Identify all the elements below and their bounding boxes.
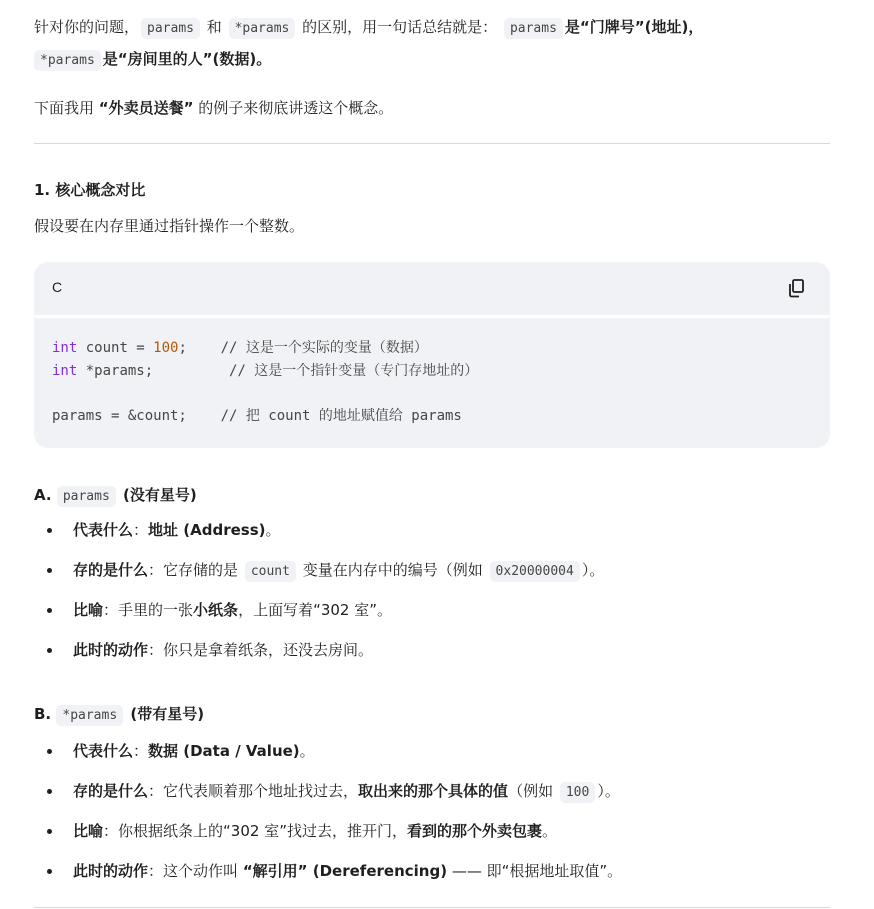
divider xyxy=(34,143,830,144)
section-a-heading: A. params (没有星号) xyxy=(34,484,197,505)
code-block-header xyxy=(34,262,830,318)
bold-text: 是“房间里的人”(数据)。 xyxy=(102,50,272,68)
inline-code: *params xyxy=(34,50,101,71)
inline-code: *params xyxy=(56,705,123,726)
list-item: 代表什么：数据 (Data / Value)。 xyxy=(34,741,830,781)
text: 的例子来彻底讲透这个概念。 xyxy=(193,99,394,117)
list-item: 存的是什么：它存储的是 count 变量在内存中的编号（例如 0x20000004 ）。 xyxy=(34,560,830,600)
code-line-3: params = &count; // 把 count 的地址赋值给 params xyxy=(52,407,462,424)
section-b-list xyxy=(34,741,830,901)
section-a-list xyxy=(34,520,830,680)
inline-code: params xyxy=(141,18,200,39)
intro-text: 针对你的问题， xyxy=(34,18,140,36)
list-item: 此时的动作：这个动作叫 “解引用” (Dereferencing) —— 即“根据地址取值”。 xyxy=(34,861,830,901)
inline-code: params xyxy=(57,486,116,507)
section-heading: 1. 核心概念对比 xyxy=(34,181,146,199)
bold-text: “外卖员送餐” xyxy=(98,99,194,117)
inline-code: count xyxy=(245,561,296,582)
intro-text: 和 xyxy=(206,18,222,36)
intro-text: 的区别，用一句话总结就是： xyxy=(302,18,498,36)
section-description: 假设要在内存里通过指针操作一个整数。 xyxy=(34,217,305,235)
code-content xyxy=(52,337,478,427)
section-b-heading: B. *params (带有星号) xyxy=(34,703,204,724)
code-line-1: int count = 100; // 这是一个实际的变量（数据） xyxy=(52,340,428,356)
bold-text: 是“门牌号”(地址)， xyxy=(564,18,704,36)
text: 下面我用 xyxy=(34,99,99,117)
inline-code: params xyxy=(504,18,563,39)
list-item: 代表什么：地址 (Address)。 xyxy=(34,520,830,560)
list-item: 此时的动作：你只是拿着纸条，还没去房间。 xyxy=(34,640,830,680)
inline-code: 100 xyxy=(560,782,595,803)
list-item: 存的是什么：它代表顺着那个地址找过去，取出来的那个具体的值（例如 100 ）。 xyxy=(34,781,830,821)
list-item: 比喻：手里的一张小纸条，上面写着“302 室”。 xyxy=(34,600,830,640)
copy-icon xyxy=(786,277,808,299)
divider xyxy=(34,907,830,908)
intro-paragraph xyxy=(34,12,830,76)
inline-code: 0x20000004 xyxy=(490,561,580,582)
copy-code-button[interactable] xyxy=(786,277,808,299)
inline-code: *params xyxy=(229,18,296,39)
intro-paragraph-2 xyxy=(34,93,393,124)
code-line-2: int *params; // 这是一个指针变量（专门存地址的） xyxy=(52,362,479,379)
list-item: 比喻：你根据纸条上的“302 室”找过去，推开门，看到的那个外卖包裹。 xyxy=(34,821,830,861)
code-language-label: C xyxy=(52,279,63,295)
code-block xyxy=(34,262,830,448)
